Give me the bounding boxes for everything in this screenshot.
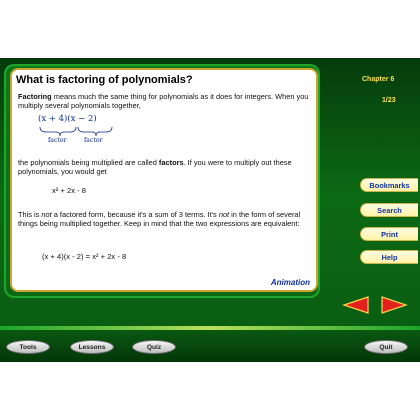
equation-expanded: x² + 2x - 8	[52, 186, 86, 195]
factor-label-1: factor	[48, 137, 67, 144]
factor-label-2: factor	[84, 137, 103, 144]
emphasis-not-2: not	[218, 210, 230, 219]
factor-expression: (x + 4)(x − 2)	[38, 114, 97, 124]
paragraph-1-text: means much the same thing for polynomials as it does for integers. When you multiply several polynomials together,	[18, 92, 309, 111]
right-sidebar	[322, 58, 420, 362]
paragraph-1	[18, 92, 312, 110]
app-window	[0, 58, 420, 362]
bookmarks-button[interactable]: Bookmarks	[360, 178, 418, 192]
lessons-button[interactable]: Lessons	[70, 340, 114, 354]
next-page-arrow-icon[interactable]	[380, 295, 410, 315]
previous-page-arrow-icon[interactable]	[340, 295, 370, 315]
animation-link[interactable]: Animation	[270, 278, 310, 287]
page-title: What is factoring of polynomials?	[16, 74, 193, 86]
quiz-button[interactable]: Quiz	[132, 340, 176, 354]
factor-diagram	[36, 112, 116, 142]
paragraph-3-a: This is	[18, 210, 42, 219]
paragraph-3-c: in the form of several things being multiplied together. Keep in mind that the two expressions are equivalent:	[18, 210, 301, 229]
search-button[interactable]: Search	[360, 203, 418, 217]
page-indicator: 1/23	[382, 97, 396, 104]
paragraph-3-b: a factored form, because it's a sum of 3 terms. It's	[51, 210, 219, 219]
content-frame	[4, 64, 320, 298]
page-navigation	[332, 295, 420, 317]
paragraph-3	[18, 210, 312, 228]
quit-button[interactable]: Quit	[364, 340, 408, 354]
bottom-toolbar	[0, 326, 420, 362]
equation-equivalent: (x + 4)(x - 2) = x² + 2x - 8	[42, 252, 127, 261]
chapter-label: Chapter 6	[362, 76, 395, 83]
help-button[interactable]: Help	[360, 250, 418, 264]
term-factors: factors	[158, 158, 184, 167]
lesson-panel	[10, 68, 318, 292]
print-button[interactable]: Print	[360, 227, 418, 241]
emphasis-not-1: not	[41, 210, 52, 219]
paragraph-2-start: the polynomials being multiplied are called	[18, 158, 159, 167]
paragraph-2-end: . If you were to multiply out these polynomials, you would get	[18, 158, 292, 177]
toolbar-highlight	[0, 326, 420, 330]
term-factoring: Factoring	[18, 92, 52, 101]
paragraph-2	[18, 158, 312, 176]
tools-button[interactable]: Tools	[6, 340, 50, 354]
